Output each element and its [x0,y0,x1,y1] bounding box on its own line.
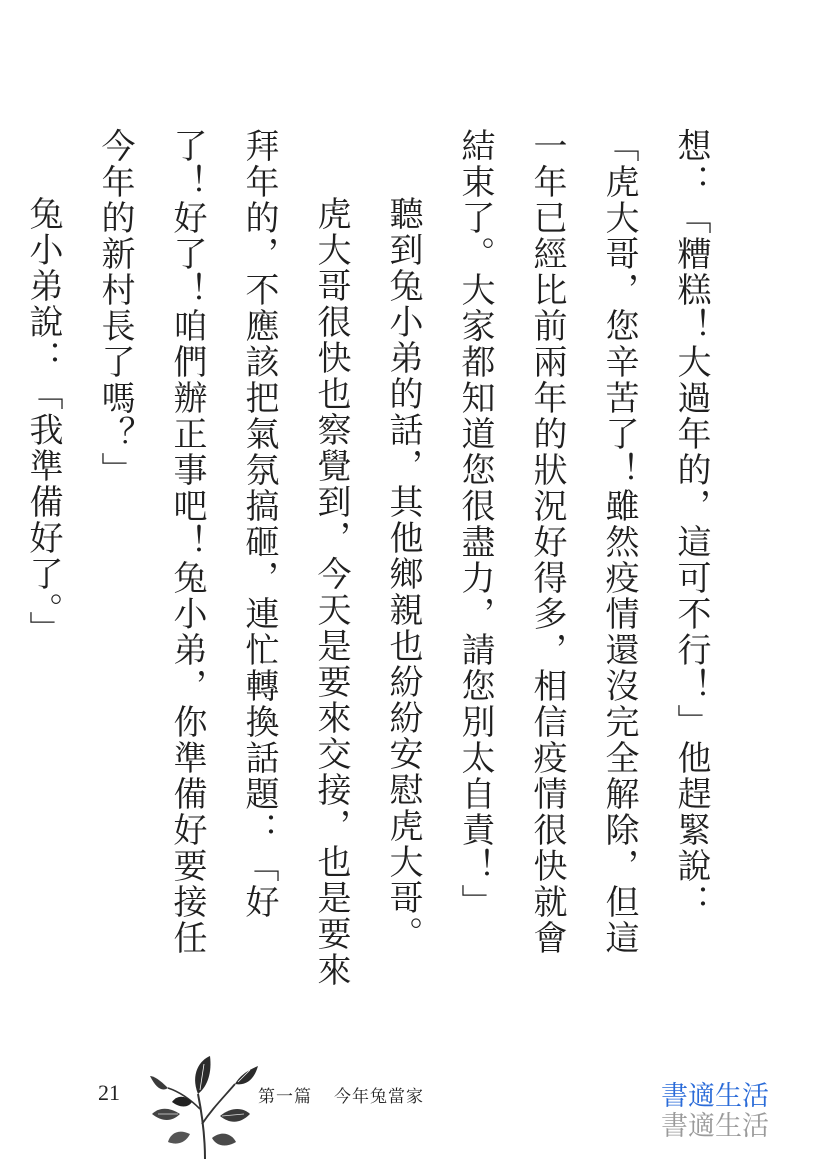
paragraph-1: 想：「糟糕！大過年的，這可不行！」他趕緊說：「虎大哥，您辛苦了！雖然疫情還沒完全解除，但這一年已經比前兩年的狀況好得多，相信疫情很快就會結束了。大家都知道您很盡力，請您別太自責！」 [455,128,711,956]
chapter-part: 第一篇 [258,1087,312,1107]
page-number: 21 [98,1080,120,1105]
page-footer [0,1060,827,1173]
paragraph-4: 兔小弟說：「我準備好了。」 [23,196,63,647]
vertical-text-body [7,128,727,988]
paragraph-2: 聽到兔小弟的話，其他鄉親也紛紛安慰虎大哥。 [383,196,423,952]
watermark-line-gray: 書適生活 [661,1111,769,1142]
plant-illustration-icon [150,1054,260,1164]
watermark-line-blue: 書適生活 [661,1081,769,1112]
chapter-heading [258,1082,424,1107]
publisher-watermark [639,1082,769,1142]
paragraph-3: 虎大哥很快也察覺到，今天是要來交接，也是要來拜年的，不應該把氣氛搞砸，連忙轉換話題：「好了！好了！咱們辦正事吧！兔小弟，你準備好要接任今年的新村長了嗎？」 [95,128,351,988]
chapter-title: 今年兔當家 [334,1087,424,1107]
